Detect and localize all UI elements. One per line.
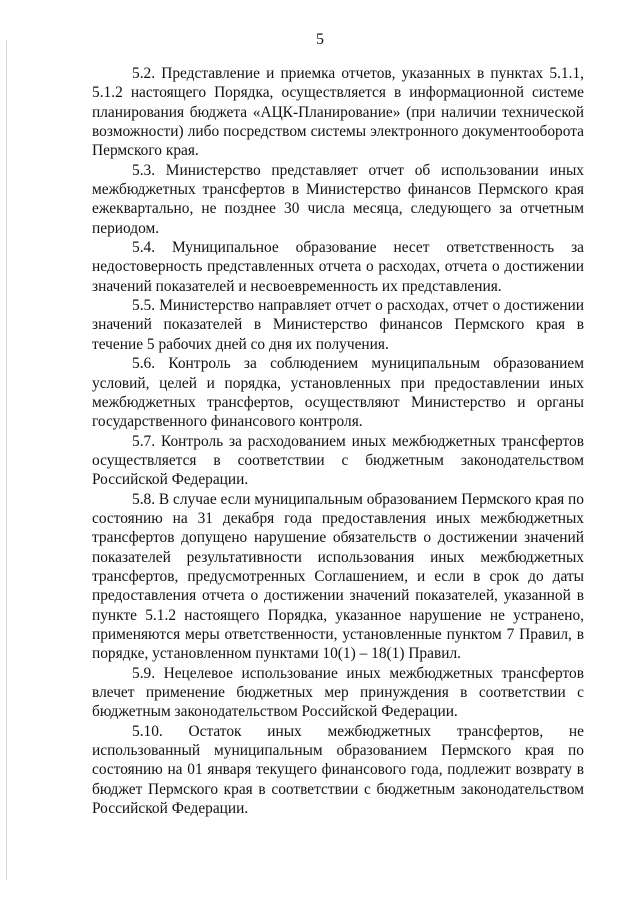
paragraph-5-9: 5.9. Нецелевое использование иных межбюджетных трансфертов влечет применение бюджетных мер принуждения в соответствии с бюджетным законодательством Российской Федерации. [92,664,584,721]
paragraph-5-10: 5.10. Остаток иных межбюджетных трансфертов, не использованный муниципальным образованием Пермского края по состоянию на 01 января текущего финансового года, подлежит возврату в бюджет Пермского края в соответствии с бюджетным законодательством Российской Федерации. [92,722,584,818]
paragraph-5-2: 5.2. Представление и приемка отчетов, указанных в пунктах 5.1.1, 5.1.2 настоящего Порядка, осуществляется в информационной системе планирования бюджета «АЦК-Планирование» (при наличии технической возможности) либо посредством системы электронного документооборота Пермского края. [92,65,584,160]
paragraph-5-4: 5.4. Муниципальное образование несет ответственность за недостоверность представленных отчета о расходах, отчета о достижении значений показателей и несвоевременность их представления. [92,239,584,295]
paragraph-5-7: 5.7. Контроль за расходованием иных межбюджетных трансфертов осуществляется в соответствии с бюджетным законодательством Российской Федерации. [92,432,584,489]
paragraph-5-6: 5.6. Контроль за соблюдением муниципальным образованием условий, целей и порядка, установленных при предоставлении иных межбюджетных трансфертов, осуществляют Министерство и органы государственного финансового контроля. [92,355,584,431]
page-number: 5 [316,31,324,48]
scan-edge-line [6,40,7,880]
paragraph-5-5: 5.5. Министерство направляет отчет о расходах, отчет о достижении значений показателей в Министерство финансов Пермского края в течение 5 рабочих дней со дня их получения. [92,297,584,353]
document-body [92,64,584,818]
paragraph-5-8: 5.8. В случае если муниципальным образованием Пермского края по состоянию на 31 декабря года предоставления иных межбюджетных трансфертов допущено нарушение обязательств о достижении значений показателей результативности использования иных межбюджетных трансфертов, предусмотренных Соглашением, и если в срок до даты предоставления отчета о достижении значений показателей, указанной в пункте 5.1.2 настоящего Порядка, указанное нарушение не устранено, применяются меры ответственности, установленные пунктом 7 Правил, в порядке, установленном пунктами 10(1) – 18(1) Правил. [92,490,584,663]
paragraph-5-3: 5.3. Министерство представляет отчет об использовании иных межбюджетных трансфертов в Министерство финансов Пермского края ежеквартально, не позднее 30 числа месяца, следующего за отчетным периодом. [92,161,584,237]
